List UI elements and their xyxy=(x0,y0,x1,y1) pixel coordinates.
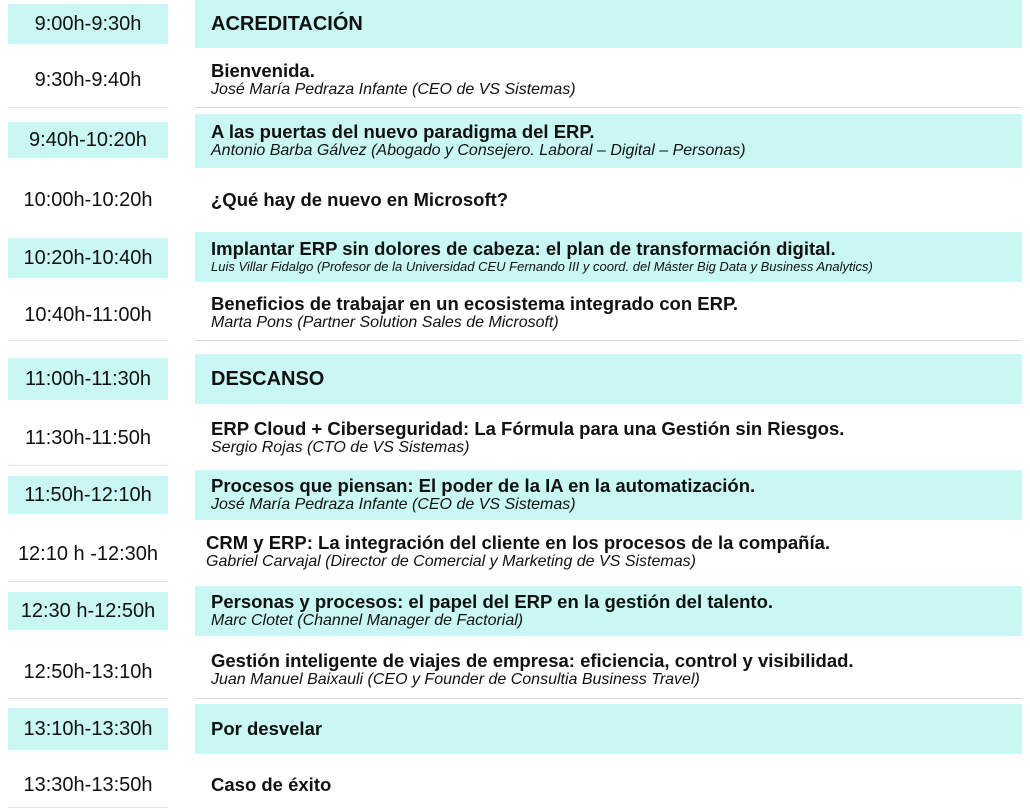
session-title: A las puertas del nuevo paradigma del ERP. xyxy=(211,121,595,142)
session-speaker: Sergio Rojas (CTO de VS Sistemas) xyxy=(211,439,470,456)
agenda-row xyxy=(0,586,1030,638)
session-speaker: Juan Manuel Baixauli (CEO y Founder de Consultia Business Travel) xyxy=(211,671,700,688)
agenda-row xyxy=(0,174,1030,226)
session-cell xyxy=(195,470,1022,520)
agenda-row xyxy=(0,112,1030,170)
time-slot: 9:40h-10:20h xyxy=(8,122,168,158)
agenda-row xyxy=(0,704,1030,754)
session-cell xyxy=(195,114,1022,168)
session-title: Procesos que piensan: El poder de la IA en la automatización. xyxy=(211,475,756,496)
agenda-row xyxy=(0,232,1030,282)
time-slot: 10:20h-10:40h xyxy=(8,238,168,278)
time-slot: 9:00h-9:30h xyxy=(8,4,168,44)
session-title: ERP Cloud + Ciberseguridad: La Fórmula para una Gestión sin Riesgos. xyxy=(211,418,845,439)
time-slot: 11:30h-11:50h xyxy=(8,416,168,460)
session-title: Gestión inteligente de viajes de empresa: eficiencia, control y visibilidad. xyxy=(211,650,854,671)
agenda-row xyxy=(0,470,1030,520)
session-title: DESCANSO xyxy=(211,368,325,390)
agenda-row xyxy=(0,0,1030,48)
session-title: Implantar ERP sin dolores de cabeza: el plan de transformación digital. xyxy=(211,238,836,259)
time-slot: 10:00h-10:20h xyxy=(8,178,168,222)
session-speaker: Marc Clotet (Channel Manager de Factorial) xyxy=(211,612,524,629)
time-slot: 12:10 h -12:30h xyxy=(8,532,168,576)
agenda-row xyxy=(0,354,1030,404)
time-slot: 13:30h-13:50h xyxy=(8,764,168,806)
agenda-row xyxy=(0,410,1030,468)
session-title: ¿Qué hay de nuevo en Microsoft? xyxy=(211,189,509,210)
session-speaker: José María Pedraza Infante (CEO de VS Sistemas) xyxy=(211,496,576,513)
agenda-row xyxy=(0,288,1030,342)
session-cell xyxy=(195,704,1022,754)
session-cell xyxy=(195,232,1022,282)
time-slot: 12:50h-13:10h xyxy=(8,650,168,694)
session-title: Bienvenida. xyxy=(211,60,315,81)
session-title: Personas y procesos: el papel del ERP en la gestión del talento. xyxy=(211,591,774,612)
session-cell xyxy=(195,412,1022,464)
session-cell xyxy=(195,354,1022,404)
session-cell xyxy=(195,762,1022,808)
time-slot: 9:30h-9:40h xyxy=(8,60,168,100)
session-cell xyxy=(195,176,1022,224)
session-title: Caso de éxito xyxy=(211,774,332,795)
time-slot: 10:40h-11:00h xyxy=(8,294,168,336)
session-speaker: Marta Pons (Partner Solution Sales de Microsoft) xyxy=(211,314,559,331)
agenda-row xyxy=(0,644,1030,700)
time-slot: 13:10h-13:30h xyxy=(8,708,168,750)
time-slot: 11:00h-11:30h xyxy=(8,358,168,400)
agenda-row xyxy=(0,52,1030,108)
session-speaker: Luis Villar Fidalgo (Profesor de la Universidad CEU Fernando III y coord. del Máster Big Data y Business Analytics) xyxy=(211,259,873,274)
session-cell xyxy=(190,526,1017,578)
session-cell xyxy=(195,288,1022,338)
session-cell xyxy=(195,0,1022,48)
session-speaker: José María Pedraza Infante (CEO de VS Sistemas) xyxy=(211,81,576,98)
session-cell xyxy=(195,644,1022,696)
session-cell xyxy=(195,586,1022,636)
session-title: ACREDITACIÓN xyxy=(211,13,363,35)
time-slot: 12:30 h-12:50h xyxy=(8,592,168,630)
session-title: Beneficios de trabajar en un ecosistema integrado con ERP. xyxy=(211,293,739,314)
session-speaker: Gabriel Carvajal (Director de Comercial y Marketing de VS Sistemas) xyxy=(206,553,696,570)
session-title: CRM y ERP: La integración del cliente en los procesos de la compañía. xyxy=(206,532,831,553)
agenda-row xyxy=(0,760,1030,810)
agenda-row xyxy=(0,524,1030,582)
session-cell xyxy=(195,54,1022,106)
session-title: Por desvelar xyxy=(211,718,323,739)
time-slot: 11:50h-12:10h xyxy=(8,476,168,514)
session-speaker: Antonio Barba Gálvez (Abogado y Consejero. Laboral – Digital – Personas) xyxy=(211,142,746,159)
